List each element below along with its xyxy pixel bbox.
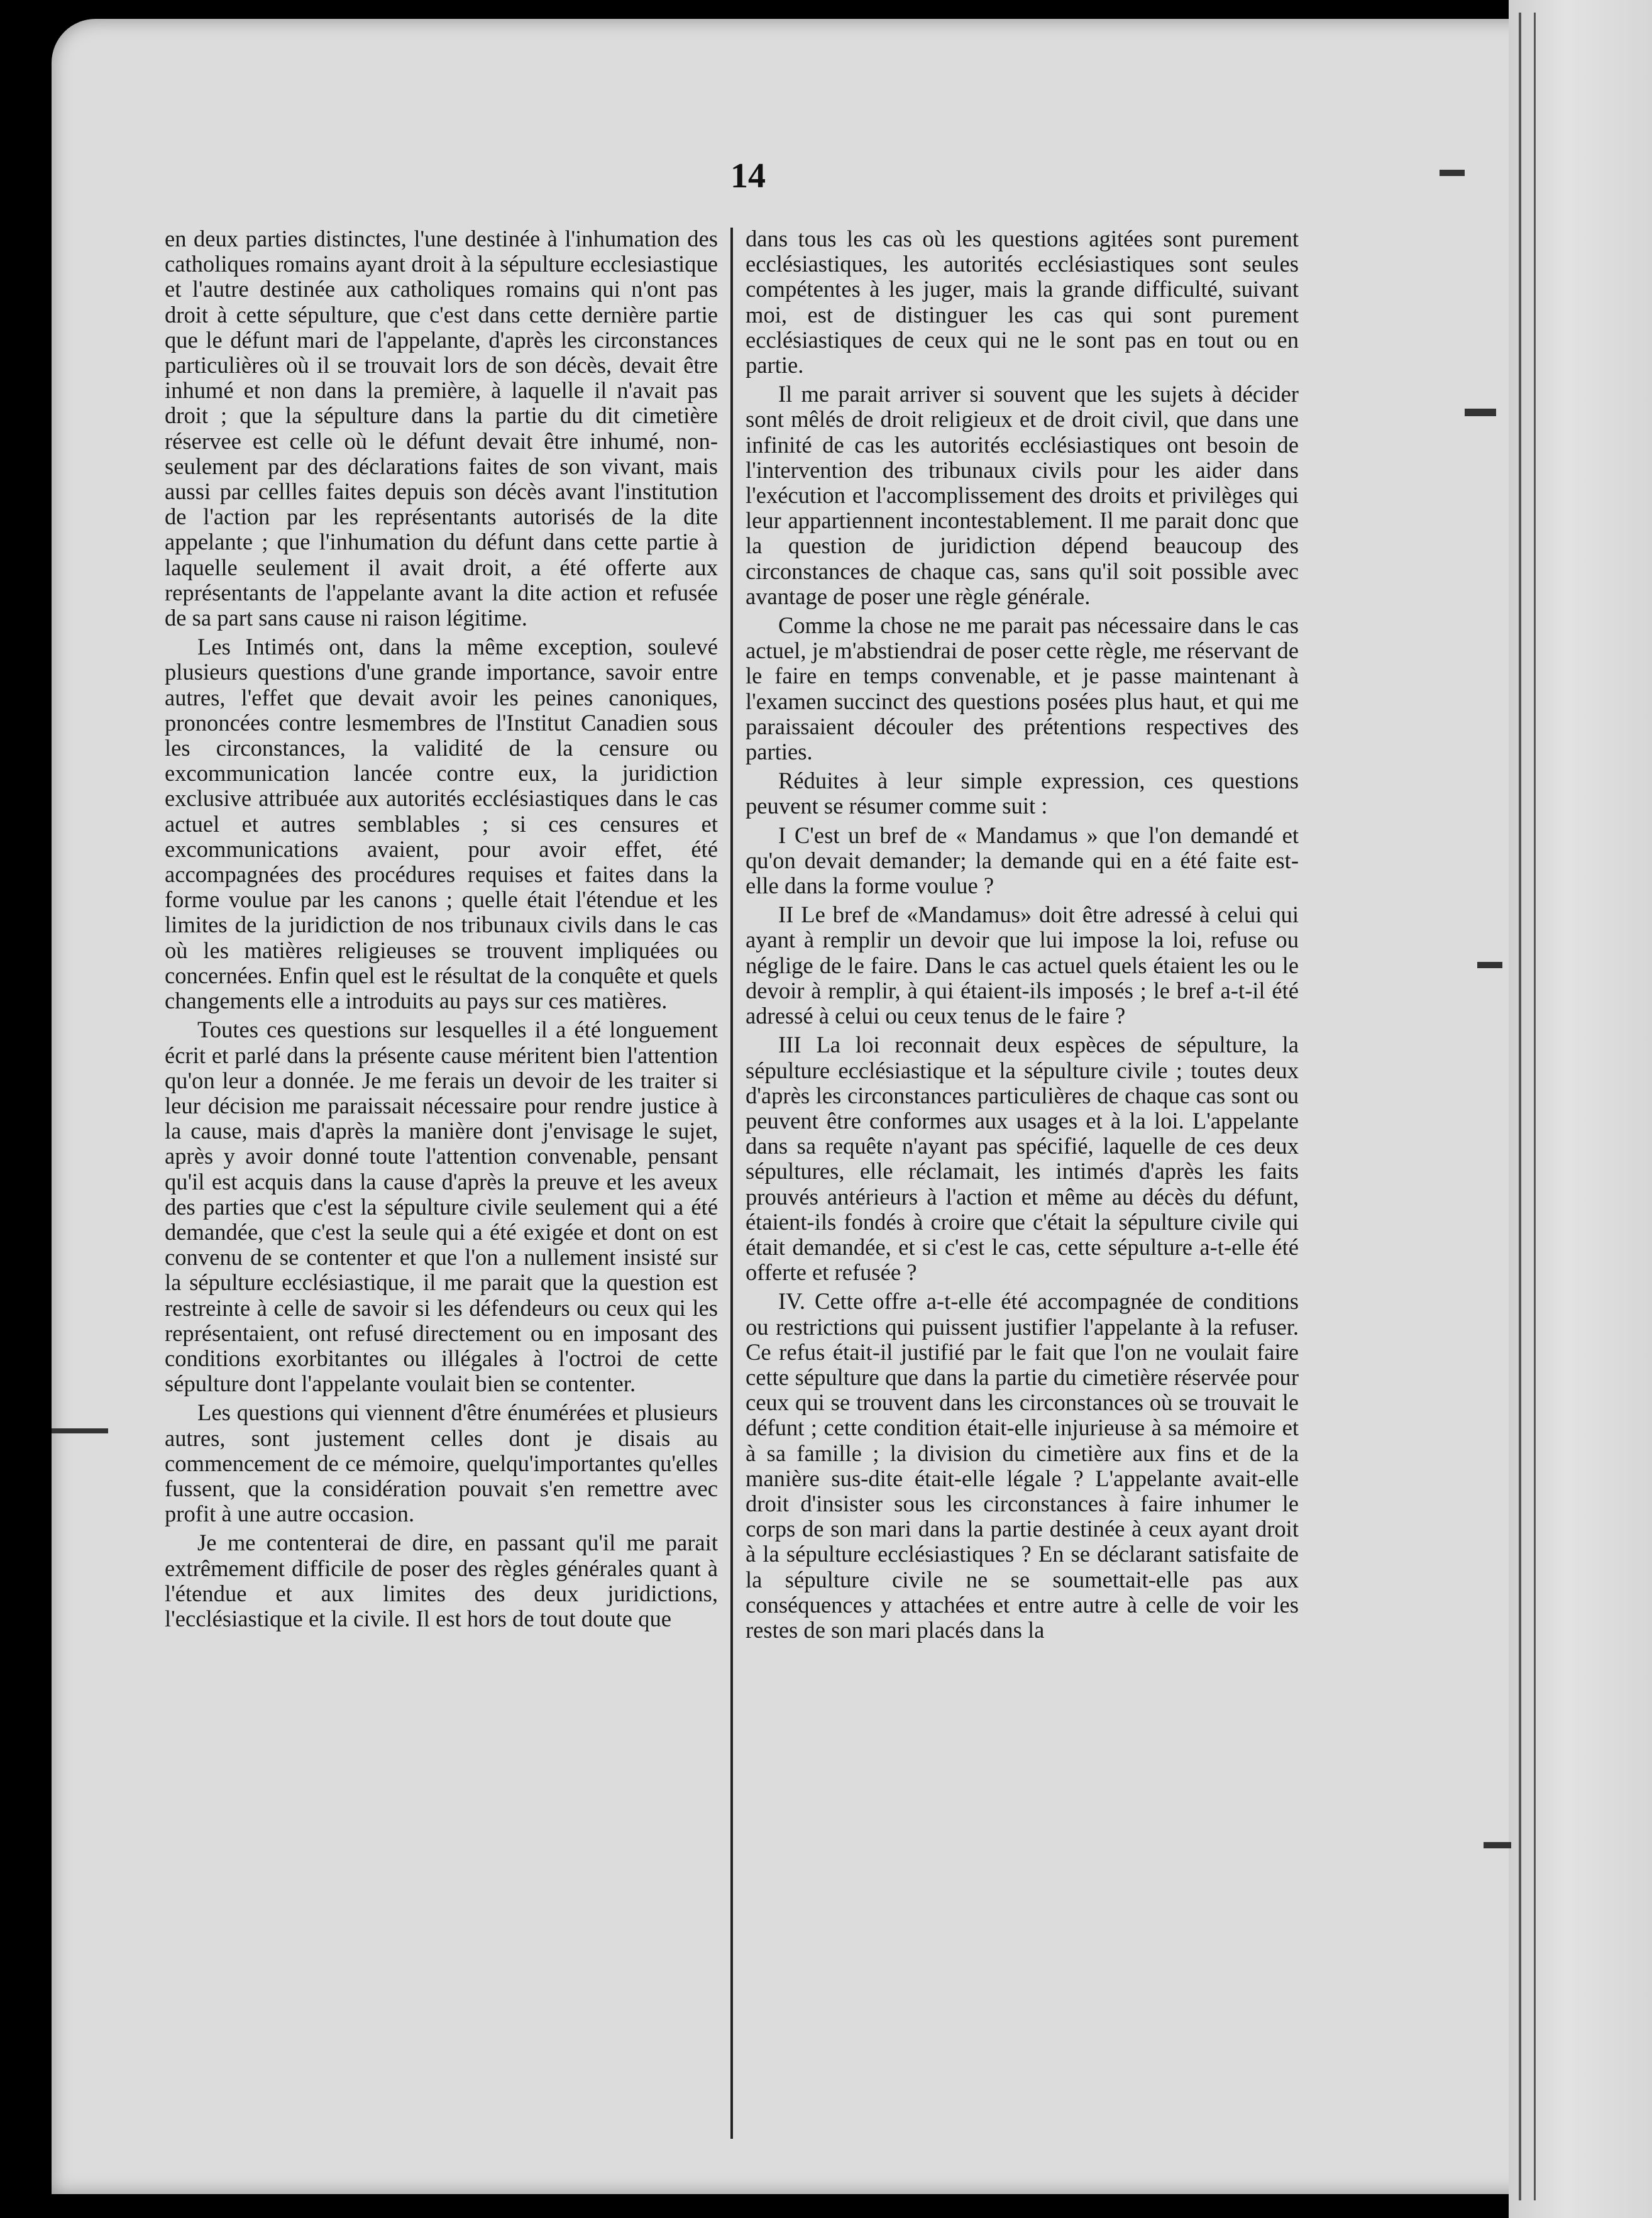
paragraph: Toutes ces questions sur lesquelles il a été longuement écrit et parlé dans la présente cause méritent bien l'attention qu'on leur a donnée. Je me ferais un devoir de les traiter si leur décision me paraissait nécessaire pour rendre justice à la cause, mais d'après la manière dont j'envisage le sujet, après y avoir donné toute l'attention convenable, pensant qu'il est acquis dans la cause d'après la preuve et les aveux des parties que c'est la sépulture civile seulement qui a été demandée, que c'est la seule qui a été exigée et dont on est convenu de se contenter et que l'on a nullement insisté sur la sépulture ecclésiastique, il me parait que la question est restreinte à celle de savoir si les défendeurs ou ceux qui les représentaient, ont refusé directement ou en imposant des conditions exorbitantes ou illégales à l'octroi de cette sépulture dont l'appelante voulait bien se contenter. — [165, 1017, 718, 1397]
paragraph: dans tous les cas où les questions agitées sont purement ecclésiastiques, les autorités ecclésiastiques sont seules compétentes à les juger, mais la grande difficulté, suivant moi, est de distinguer les cas qui sont purement ecclésiastiques de ceux qui ne le sont pas en tout ou en partie. — [746, 226, 1299, 378]
binding-mark — [1477, 962, 1502, 968]
column-divider — [730, 228, 733, 2139]
paragraph: Les Intimés ont, dans la même exception, soulevé plusieurs questions d'une grande importance, savoir entre autres, l'effet que devait avoir les peines canoniques, prononcées contre lesmembres de l'Institut Canadien sous les circonstances, la validité de la censure ou excommunication lancée contre eux, la juridiction exclusive attribuée aux autorités ecclésiastiques dans le cas actuel et autres semblables ; si ces censures et excommunications avaient, pour avoir effet, été accompagnées des procédures requises et faites dans la forme voulue par les canons ; quelle était l'étendue et les limites de la juridiction de nos tribunaux civils dans le cas où les matières religieuses se trouvent impliquées ou concernées. Enfin quel est le résultat de la conquête et quels changements elle a introduits au pays sur ces matières. — [165, 634, 718, 1014]
paragraph: II Le bref de «Mandamus» doit être adressé à celui qui ayant à remplir un devoir que lui impose la loi, refuse ou néglige de le faire. Dans le cas actuel quels étaient les ou le devoir à remplir, à qui étaient-ils imposés ; le bref a-t-il été adressé à celui ou ceux tenus de le faire ? — [746, 902, 1299, 1029]
paragraph: Réduites à leur simple expression, ces questions peuvent se résumer comme suit : — [746, 768, 1299, 819]
paragraph: Il me parait arriver si souvent que les sujets à décider sont mêlés de droit religieux et de droit civil, que dans une infinité de cas les autorités ecclésiastiques ont besoin de l'intervention des tribunaux civils pour les aider dans l'exécution et l'accomplissement des droits et privilèges qui leur appartiennent incontestablement. Il me parait donc que la question de juridiction dépend beaucoup des circonstances de chaque cas, sans qu'il soit possible avec avantage de poser une règle générale. — [746, 381, 1299, 609]
binding-mark — [1440, 170, 1465, 176]
binding-mark — [1484, 1842, 1511, 1848]
page-edge-line — [1519, 13, 1521, 2200]
paragraph: Comme la chose ne me parait pas nécessaire dans le cas actuel, je m'abstiendrai de poser cette règle, me réservant de le faire en temps convenable, et je passe maintenant à l'examen succinct des questions posées plus haut, et qui me paraissaient découler des prétentions respectives des parties. — [746, 612, 1299, 765]
binding-mark — [52, 1428, 108, 1433]
page-number: 14 — [730, 157, 766, 196]
paragraph: III La loi reconnait deux espèces de sépulture, la sépulture ecclésiastique et la sépulture civile ; toutes deux d'après les circonstances particulières de chaque cas sont ou peuvent être conformes aux usages et à la loi. L'appelante dans sa requête n'ayant pas spécifié, laquelle de ces deux sépultures, elle réclamait, les intimés d'après les faits prouvés antérieurs à l'action et même au décès du défunt, étaient-ils fondés à croire que c'était la sépulture civile qui était demandée, et si c'est le cas, cette sépulture a-t-elle été offerte et refusée ? — [746, 1032, 1299, 1286]
adjacent-page-edge — [1509, 0, 1652, 2218]
paragraph: I C'est un bref de « Mandamus » que l'on demandé et qu'on devait demander; la demande qui en a été faite est-elle dans la forme voulue ? — [746, 822, 1299, 899]
paragraph: Je me contenterai de dire, en passant qu'il me parait extrêmement difficile de poser des règles générales quant à l'étendue et aux limites des deux juridictions, l'ecclésiastique et la civile. Il est hors de tout doute que — [165, 1530, 718, 1631]
page-edge-line — [1534, 13, 1536, 2200]
paragraph: en deux parties distinctes, l'une destinée à l'inhumation des catholiques romains ayant droit à la sépulture ecclesiastique et l'autre destinée aux catholiques romains qui n'ont pas droit à cette sépulture, que c'est dans cette dernière partie que le défunt mari de l'appelante, d'après les circonstances particulières où il se trouvait lors de son décès, devait être inhumé et non dans la première, à laquelle il n'avait pas droit ; que la sépulture dans la partie du dit cimetière réservee est celle où le défunt devait être inhumé, non-seulement par des déclarations faites de son vivant, mais aussi par cellles faites depuis son décès avant l'institution de l'action par les représentants autorisés de la dite appelante ; que l'inhumation du défunt dans cette partie à laquelle seulement il avait droit, a été offerte aux représentants de l'appelante avant la dite action et refusée de sa part sans cause ni raison légitime. — [165, 226, 718, 631]
right-column — [746, 226, 1299, 1647]
left-column — [165, 226, 718, 1635]
binding-mark — [1465, 409, 1496, 416]
paragraph: Les questions qui viennent d'être énumérées et plusieurs autres, sont justement celles dont je disais au commencement de ce mémoire, quelqu'importantes qu'elles fussent, que la considération pouvait s'en remettre avec profit à une autre occasion. — [165, 1399, 718, 1527]
paragraph: IV. Cette offre a-t-elle été accompagnée de conditions ou restrictions qui puissent justifier l'appelante à la refuser. Ce refus était-il justifié par le fait que l'on ne voulait faire cette sépulture que dans la partie du cimetière réservée pour ceux qui se trouvent dans les circonstances où se trouvait le défunt ; cette condition était-elle injurieuse à sa mémoire et à sa famille ; la division du cimetière aux fins et de la manière sus-dite était-elle légale ? L'appelante avait-elle droit d'insister sous les circonstances à faire inhumer le corps de son mari dans la partie destinée à ceux ayant droit à la sépulture ecclésiastiques ? En se déclarant satisfaite de la sépulture civile ne se soumettait-elle pas aux conséquences y attachées et entre autre à celle de voir les restes de son mari placés dans la — [746, 1288, 1299, 1643]
